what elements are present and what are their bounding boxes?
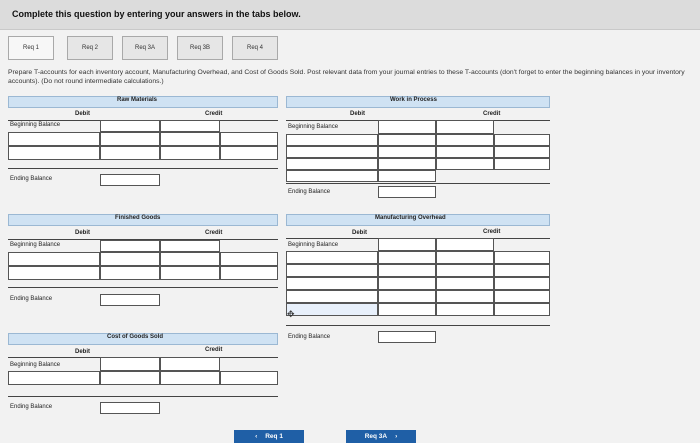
cogs-row-1-credit-amt[interactable]: [220, 371, 278, 385]
wip-begin-label: Beginning Balance: [288, 124, 339, 130]
raw-materials-begin-credit[interactable]: [160, 120, 220, 132]
moh-row-3-debit-amt[interactable]: [378, 277, 436, 290]
finished-goods-begin-credit[interactable]: [160, 240, 220, 252]
finished-goods-row-1-credit-amt[interactable]: [220, 252, 278, 266]
cogs-row-1-debit[interactable]: [8, 371, 100, 385]
moh-row-5-credit-amt[interactable]: [494, 303, 550, 316]
wip-credit-label: Credit: [483, 111, 501, 117]
raw-materials-begin-label: Beginning Balance: [10, 122, 61, 128]
finished-goods-end-label: Ending Balance: [10, 296, 53, 302]
finished-goods-credit-label: Credit: [205, 230, 223, 236]
finished-goods-row-2-debit-amt[interactable]: [100, 266, 160, 280]
wip-row-1-credit-amt[interactable]: [494, 134, 550, 146]
raw-materials-row-1-credit[interactable]: [160, 132, 220, 146]
moh-row-2-debit[interactable]: [286, 264, 378, 277]
raw-materials-row-2-credit[interactable]: [160, 146, 220, 160]
cogs-credit-label: Credit: [205, 347, 223, 353]
wip-title: Work in Process: [390, 97, 437, 103]
moh-row-4-credit-amt[interactable]: [494, 290, 550, 303]
raw-materials-total-line: [8, 168, 278, 169]
wip-end-label: Ending Balance: [288, 189, 331, 195]
moh-row-4-debit-amt[interactable]: [378, 290, 436, 303]
wip-row-2-debit-amt[interactable]: [378, 146, 436, 158]
moh-row-2-debit-amt[interactable]: [378, 264, 436, 277]
cogs-end-balance[interactable]: [100, 402, 160, 414]
wip-row-3-debit-amt[interactable]: [378, 158, 436, 170]
moh-row-5-debit[interactable]: [286, 303, 378, 316]
raw-materials-credit-label: Credit: [205, 111, 223, 117]
moh-row-5-debit-amt[interactable]: [378, 303, 436, 316]
wip-row-1-debit[interactable]: [286, 134, 378, 146]
moh-row-5-credit[interactable]: [436, 303, 494, 316]
tab-req-1[interactable]: Req 1: [8, 36, 54, 60]
finished-goods-row-2-credit-amt[interactable]: [220, 266, 278, 280]
wip-begin-debit[interactable]: [378, 120, 436, 134]
finished-goods-end-balance[interactable]: [100, 294, 160, 306]
wip-total-line: [286, 183, 550, 184]
finished-goods-title: Finished Goods: [115, 215, 161, 221]
finished-goods-row-2-credit[interactable]: [160, 266, 220, 280]
cogs-row-1-debit-amt[interactable]: [100, 371, 160, 385]
finished-goods-row-1-debit-amt[interactable]: [100, 252, 160, 266]
moh-end-label: Ending Balance: [288, 334, 331, 340]
wip-row-3-credit-amt[interactable]: [494, 158, 550, 170]
finished-goods-total-line: [8, 287, 278, 288]
header-title: Complete this question by entering your answers in the tabs below.: [12, 9, 301, 19]
moh-begin-debit[interactable]: [378, 238, 436, 251]
raw-materials-title: Raw Materials: [117, 97, 158, 103]
moh-row-1-credit-amt[interactable]: [494, 251, 550, 264]
raw-materials-row-2-debit[interactable]: [8, 146, 100, 160]
wip-end-balance[interactable]: [378, 186, 436, 198]
raw-materials-row-1-credit-amt[interactable]: [220, 132, 278, 146]
cogs-begin-debit[interactable]: [100, 357, 160, 371]
wip-begin-credit[interactable]: [436, 120, 494, 134]
raw-materials-row-1-debit-amt[interactable]: [100, 132, 160, 146]
moh-row-2-credit-amt[interactable]: [494, 264, 550, 277]
tab-req-4[interactable]: Req 4: [232, 36, 278, 60]
cogs-begin-credit[interactable]: [160, 357, 220, 371]
moh-row-3-credit[interactable]: [436, 277, 494, 290]
moh-credit-label: Credit: [483, 229, 501, 235]
moh-debit-label: Debit: [352, 230, 367, 236]
next-req-button[interactable]: [346, 430, 416, 443]
finished-goods-row-1-credit[interactable]: [160, 252, 220, 266]
moh-title: Manufacturing Overhead: [375, 215, 446, 221]
instructions-text: Prepare T-accounts for each inventory account, Manufacturing Overhead, and Cost of Goods Sold. Post relevant data from your journal entries to these T-accounts (don't forget to enter the beginning balances in your inventory accounts). (Do not round intermediate calculations.): [8, 69, 685, 85]
tab-req-2[interactable]: Req 2: [67, 36, 113, 60]
raw-materials-row-1-debit[interactable]: [8, 132, 100, 146]
raw-materials-end-balance[interactable]: [100, 174, 160, 186]
cogs-row-1-credit[interactable]: [160, 371, 220, 385]
wip-row-2-credit-amt[interactable]: [494, 146, 550, 158]
wip-row-1-credit[interactable]: [436, 134, 494, 146]
next-req-label: Req 3A: [364, 433, 388, 440]
chevron-right-icon: ›: [395, 433, 398, 440]
moh-begin-credit[interactable]: [436, 238, 494, 251]
finished-goods-begin-label: Beginning Balance: [10, 242, 61, 248]
tab-bar: [0, 36, 700, 60]
finished-goods-debit-label: Debit: [75, 230, 90, 236]
moh-row-4-debit[interactable]: [286, 290, 378, 303]
wip-row-2-debit[interactable]: [286, 146, 378, 158]
raw-materials-begin-debit[interactable]: [100, 120, 160, 132]
moh-row-4-credit[interactable]: [436, 290, 494, 303]
moh-row-3-credit-amt[interactable]: [494, 277, 550, 290]
cogs-begin-label: Beginning Balance: [10, 362, 61, 368]
move-cursor-icon: ✥: [287, 309, 295, 319]
tab-req-3b[interactable]: Req 3B: [177, 36, 223, 60]
wip-row-4-debit-amt[interactable]: [378, 170, 436, 182]
cogs-total-line: [8, 396, 278, 397]
finished-goods-begin-debit[interactable]: [100, 240, 160, 252]
moh-row-2-credit[interactable]: [436, 264, 494, 277]
wip-row-1-debit-amt[interactable]: [378, 134, 436, 146]
cogs-debit-label: Debit: [75, 349, 90, 355]
cogs-end-label: Ending Balance: [10, 404, 53, 410]
wip-row-4-debit[interactable]: [286, 170, 378, 182]
moh-total-line: [286, 325, 550, 326]
cogs-title: Cost of Goods Sold: [107, 334, 163, 340]
prev-req-label: Req 1: [265, 433, 283, 440]
wip-debit-label: Debit: [350, 111, 365, 117]
prev-req-button[interactable]: [234, 430, 304, 443]
finished-goods-row-1-debit[interactable]: [8, 252, 100, 266]
finished-goods-row-2-debit[interactable]: [8, 266, 100, 280]
wip-row-2-credit[interactable]: [436, 146, 494, 158]
instructions-header: [0, 0, 700, 30]
moh-begin-label: Beginning Balance: [288, 242, 339, 248]
raw-materials-row-2-debit-amt[interactable]: [100, 146, 160, 160]
raw-materials-end-label: Ending Balance: [10, 176, 53, 182]
raw-materials-row-2-credit-amt[interactable]: [220, 146, 278, 160]
chevron-left-icon: ‹: [255, 433, 258, 440]
moh-row-1-credit[interactable]: [436, 251, 494, 264]
moh-row-1-debit[interactable]: [286, 251, 378, 264]
tab-req-3a[interactable]: Req 3A: [122, 36, 168, 60]
wip-row-3-credit[interactable]: [436, 158, 494, 170]
moh-row-3-debit[interactable]: [286, 277, 378, 290]
wip-row-3-debit[interactable]: [286, 158, 378, 170]
raw-materials-debit-label: Debit: [75, 111, 90, 117]
moh-end-balance[interactable]: [378, 331, 436, 343]
moh-row-1-debit-amt[interactable]: [378, 251, 436, 264]
